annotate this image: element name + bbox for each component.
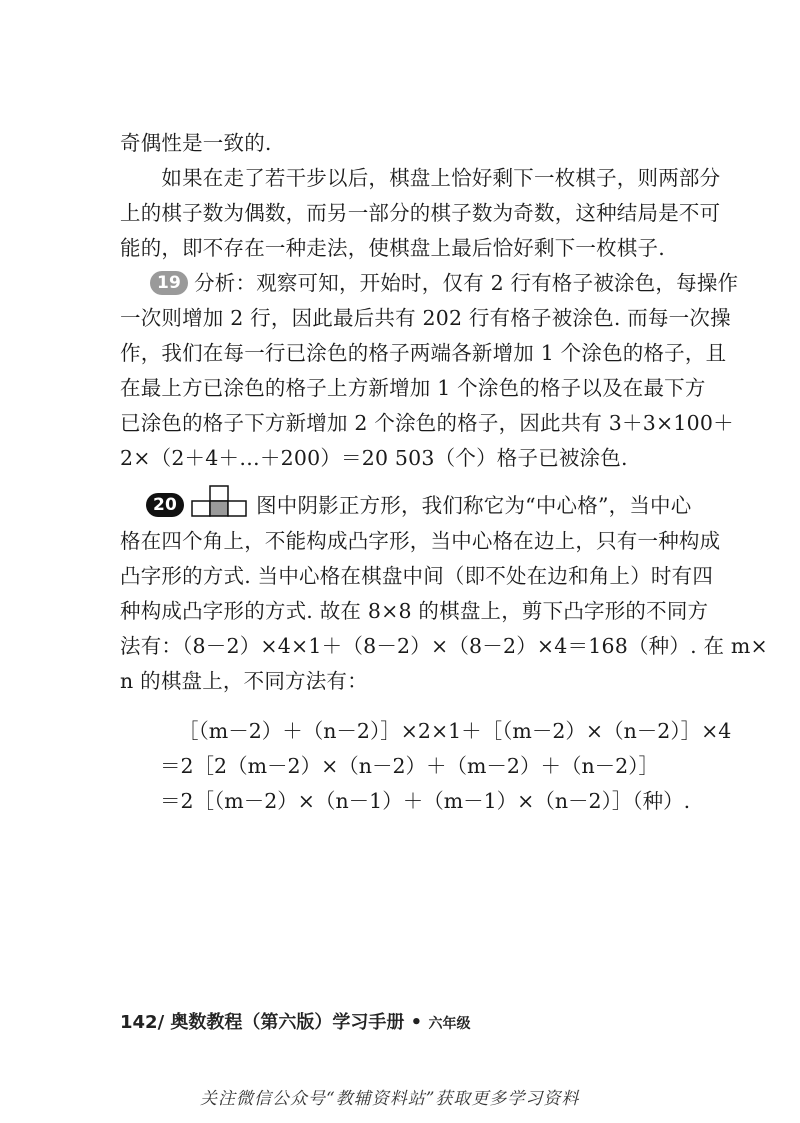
- problem-19-line: 在最上方已涂色的格子上方新增加 1 个涂色的格子以及在最下方: [120, 376, 706, 400]
- problem-19-number-badge: 19: [150, 271, 188, 295]
- problem-19-first-line: 分析：观察可知，开始时，仅有 2 行有格子被涂色，每操作: [194, 271, 739, 295]
- book-title: / 奥数教程（第六版）学习手册 •: [157, 1012, 423, 1033]
- figure-right-cell: [228, 501, 246, 516]
- problem-20-number-badge: 20: [146, 493, 184, 517]
- figure-center-cell: [210, 501, 228, 516]
- grade-label: 六年级: [428, 1016, 471, 1032]
- problem-19-line: 作，我们在每一行已涂色的格子两端各新增加 1 个涂色的格子，且: [120, 341, 727, 365]
- problem-20-line: n 的棋盘上，不同方法有：: [120, 669, 368, 693]
- formula-line-1: ［（m－2）＋（n－2）］×2×1＋［（m－2）×（n－2）］×4: [178, 719, 732, 743]
- formula-line-3: ＝2［（m－2）×（n－1）＋（m－1）×（n－2）］（种）.: [160, 789, 691, 813]
- convex-shape-figure: [190, 485, 248, 523]
- problem-20-line: 格在四个角上，不能构成凸字形，当中心格在边上，只有一种构成: [120, 529, 721, 553]
- figure-top-cell: [210, 486, 228, 501]
- body-line-3: 上的棋子数为偶数，而另一部分的棋子数为奇数，这种结局是不可: [120, 201, 721, 225]
- problem-19-line: 一次则增加 2 行，因此最后共有 202 行有格子被涂色. 而每一次操: [120, 306, 731, 330]
- body-line-4: 能的，即不存在一种走法，使棋盘上最后恰好剩下一枚棋子.: [120, 236, 665, 260]
- convex-shape-figure-svg: [190, 485, 248, 517]
- problem-20-header: [146, 488, 691, 526]
- body-line-2: 如果在走了若干步以后，棋盘上恰好剩下一枚棋子，则两部分: [120, 166, 721, 190]
- problem-19-header: [150, 270, 738, 297]
- formula-line-2: ＝2［2（m－2）×（n－2）＋（m－2）＋（n－2）］: [160, 754, 659, 778]
- problem-19-line: 2×（2＋4＋…＋200）＝20 503（个）格子已被涂色.: [120, 446, 628, 470]
- problem-20-first-line: 图中阴影正方形，我们称它为“中心格”，当中心: [256, 493, 692, 518]
- page-number: 142: [120, 1012, 158, 1033]
- body-line-1: 奇偶性是一致的.: [120, 131, 272, 155]
- problem-20-line: 种构成凸字形的方式. 故在 8×8 的棋盘上，剪下凸字形的不同方: [120, 599, 709, 623]
- problem-20-line: 凸字形的方式. 当中心格在棋盘中间（即不处在边和角上）时有四: [120, 564, 714, 588]
- page-footer: [120, 1008, 470, 1034]
- watermark-text: 关注微信公众号“教辅资料站”获取更多学习资料: [200, 1089, 580, 1109]
- figure-left-cell: [192, 501, 210, 516]
- problem-20-line: 法有：（8－2）×4×1＋（8－2）×（8－2）×4＝168（种）. 在 m×: [120, 634, 768, 658]
- problem-19-line: 已涂色的格子下方新增加 2 个涂色的格子，因此共有 3＋3×100＋: [120, 411, 734, 435]
